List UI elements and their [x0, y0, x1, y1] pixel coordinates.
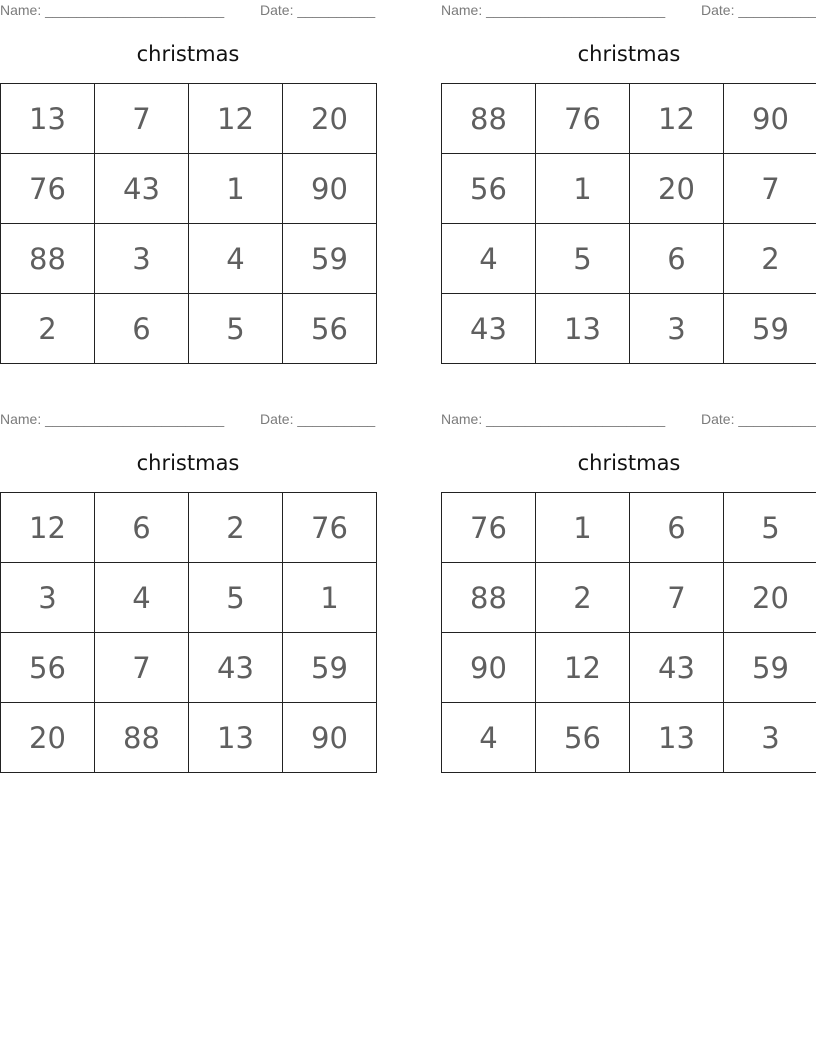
grid-cell[interactable]: 20 [1, 703, 95, 773]
card-title: christmas [577, 451, 681, 475]
card-header [0, 2, 376, 20]
grid-cell[interactable]: 90 [283, 703, 377, 773]
bingo-grid [0, 83, 377, 364]
name-field[interactable]: Name: _______________________ [0, 2, 225, 18]
bingo-card-3 [0, 409, 376, 773]
grid-cell[interactable]: 4 [189, 224, 283, 294]
grid-cell[interactable]: 1 [536, 493, 630, 563]
grid-cell[interactable]: 7 [95, 84, 189, 154]
grid-cell[interactable]: 3 [724, 703, 816, 773]
grid-row [1, 703, 377, 773]
grid-row [442, 633, 816, 703]
grid-cell[interactable]: 1 [189, 154, 283, 224]
grid-row [442, 563, 816, 633]
grid-cell[interactable]: 12 [630, 84, 724, 154]
grid-cell[interactable]: 88 [1, 224, 95, 294]
date-field[interactable]: Date: __________ [260, 2, 376, 18]
grid-cell[interactable]: 13 [630, 703, 724, 773]
grid-cell[interactable]: 2 [1, 294, 95, 364]
grid-cell[interactable]: 5 [189, 563, 283, 633]
grid-cell[interactable]: 59 [724, 294, 816, 364]
card-title: christmas [136, 42, 240, 66]
grid-cell[interactable]: 59 [283, 633, 377, 703]
grid-cell[interactable]: 5 [724, 493, 816, 563]
grid-row [1, 224, 377, 294]
grid-row [1, 633, 377, 703]
bingo-card-1 [0, 0, 376, 364]
name-field[interactable]: Name: _______________________ [0, 411, 225, 427]
grid-row [1, 493, 377, 563]
grid-row [442, 294, 816, 364]
grid-cell[interactable]: 43 [189, 633, 283, 703]
grid-cell[interactable]: 56 [283, 294, 377, 364]
grid-cell[interactable]: 20 [283, 84, 377, 154]
name-field[interactable]: Name: _______________________ [441, 411, 666, 427]
grid-cell[interactable]: 20 [724, 563, 816, 633]
card-title: christmas [136, 451, 240, 475]
grid-row [442, 224, 816, 294]
grid-cell[interactable]: 56 [442, 154, 536, 224]
grid-row [442, 703, 816, 773]
bingo-grid [441, 83, 816, 364]
grid-cell[interactable]: 20 [630, 154, 724, 224]
grid-cell[interactable]: 2 [189, 493, 283, 563]
grid-cell[interactable]: 76 [283, 493, 377, 563]
grid-cell[interactable]: 12 [1, 493, 95, 563]
card-header [0, 411, 376, 429]
grid-cell[interactable]: 43 [442, 294, 536, 364]
grid-cell[interactable]: 7 [724, 154, 816, 224]
grid-cell[interactable]: 1 [536, 154, 630, 224]
bingo-grid [0, 492, 377, 773]
grid-cell[interactable]: 59 [724, 633, 816, 703]
grid-cell[interactable]: 90 [283, 154, 377, 224]
grid-row [1, 563, 377, 633]
grid-row [1, 294, 377, 364]
grid-cell[interactable]: 13 [189, 703, 283, 773]
grid-cell[interactable]: 5 [536, 224, 630, 294]
grid-cell[interactable]: 3 [630, 294, 724, 364]
grid-cell[interactable]: 76 [1, 154, 95, 224]
grid-cell[interactable]: 3 [1, 563, 95, 633]
grid-cell[interactable]: 43 [95, 154, 189, 224]
grid-cell[interactable]: 6 [95, 294, 189, 364]
grid-cell[interactable]: 2 [536, 563, 630, 633]
grid-row [1, 84, 377, 154]
grid-cell[interactable]: 12 [536, 633, 630, 703]
date-field[interactable]: Date: __________ [260, 411, 376, 427]
grid-cell[interactable]: 88 [442, 563, 536, 633]
grid-cell[interactable]: 43 [630, 633, 724, 703]
grid-cell[interactable]: 7 [630, 563, 724, 633]
grid-cell[interactable]: 59 [283, 224, 377, 294]
grid-cell[interactable]: 4 [95, 563, 189, 633]
card-header [441, 2, 816, 20]
grid-cell[interactable]: 1 [283, 563, 377, 633]
card-header [441, 411, 816, 429]
grid-cell[interactable]: 88 [95, 703, 189, 773]
date-field[interactable]: Date: __________ [701, 2, 816, 18]
grid-row [442, 84, 816, 154]
grid-cell[interactable]: 4 [442, 224, 536, 294]
grid-cell[interactable]: 2 [724, 224, 816, 294]
grid-cell[interactable]: 90 [442, 633, 536, 703]
bingo-card-4 [441, 409, 816, 773]
grid-cell[interactable]: 76 [442, 493, 536, 563]
grid-cell[interactable]: 13 [1, 84, 95, 154]
grid-cell[interactable]: 13 [536, 294, 630, 364]
grid-cell[interactable]: 90 [724, 84, 816, 154]
grid-cell[interactable]: 6 [95, 493, 189, 563]
bingo-grid [441, 492, 816, 773]
grid-cell[interactable]: 3 [95, 224, 189, 294]
grid-cell[interactable]: 4 [442, 703, 536, 773]
grid-row [442, 154, 816, 224]
date-field[interactable]: Date: __________ [701, 411, 816, 427]
grid-cell[interactable]: 76 [536, 84, 630, 154]
card-title: christmas [577, 42, 681, 66]
bingo-card-2 [441, 0, 816, 364]
name-field[interactable]: Name: _______________________ [441, 2, 666, 18]
grid-cell[interactable]: 56 [536, 703, 630, 773]
grid-cell[interactable]: 88 [442, 84, 536, 154]
grid-cell[interactable]: 6 [630, 224, 724, 294]
grid-cell[interactable]: 56 [1, 633, 95, 703]
grid-row [442, 493, 816, 563]
grid-cell[interactable]: 7 [95, 633, 189, 703]
grid-cell[interactable]: 5 [189, 294, 283, 364]
grid-cell[interactable]: 12 [189, 84, 283, 154]
grid-row [1, 154, 377, 224]
grid-cell[interactable]: 6 [630, 493, 724, 563]
